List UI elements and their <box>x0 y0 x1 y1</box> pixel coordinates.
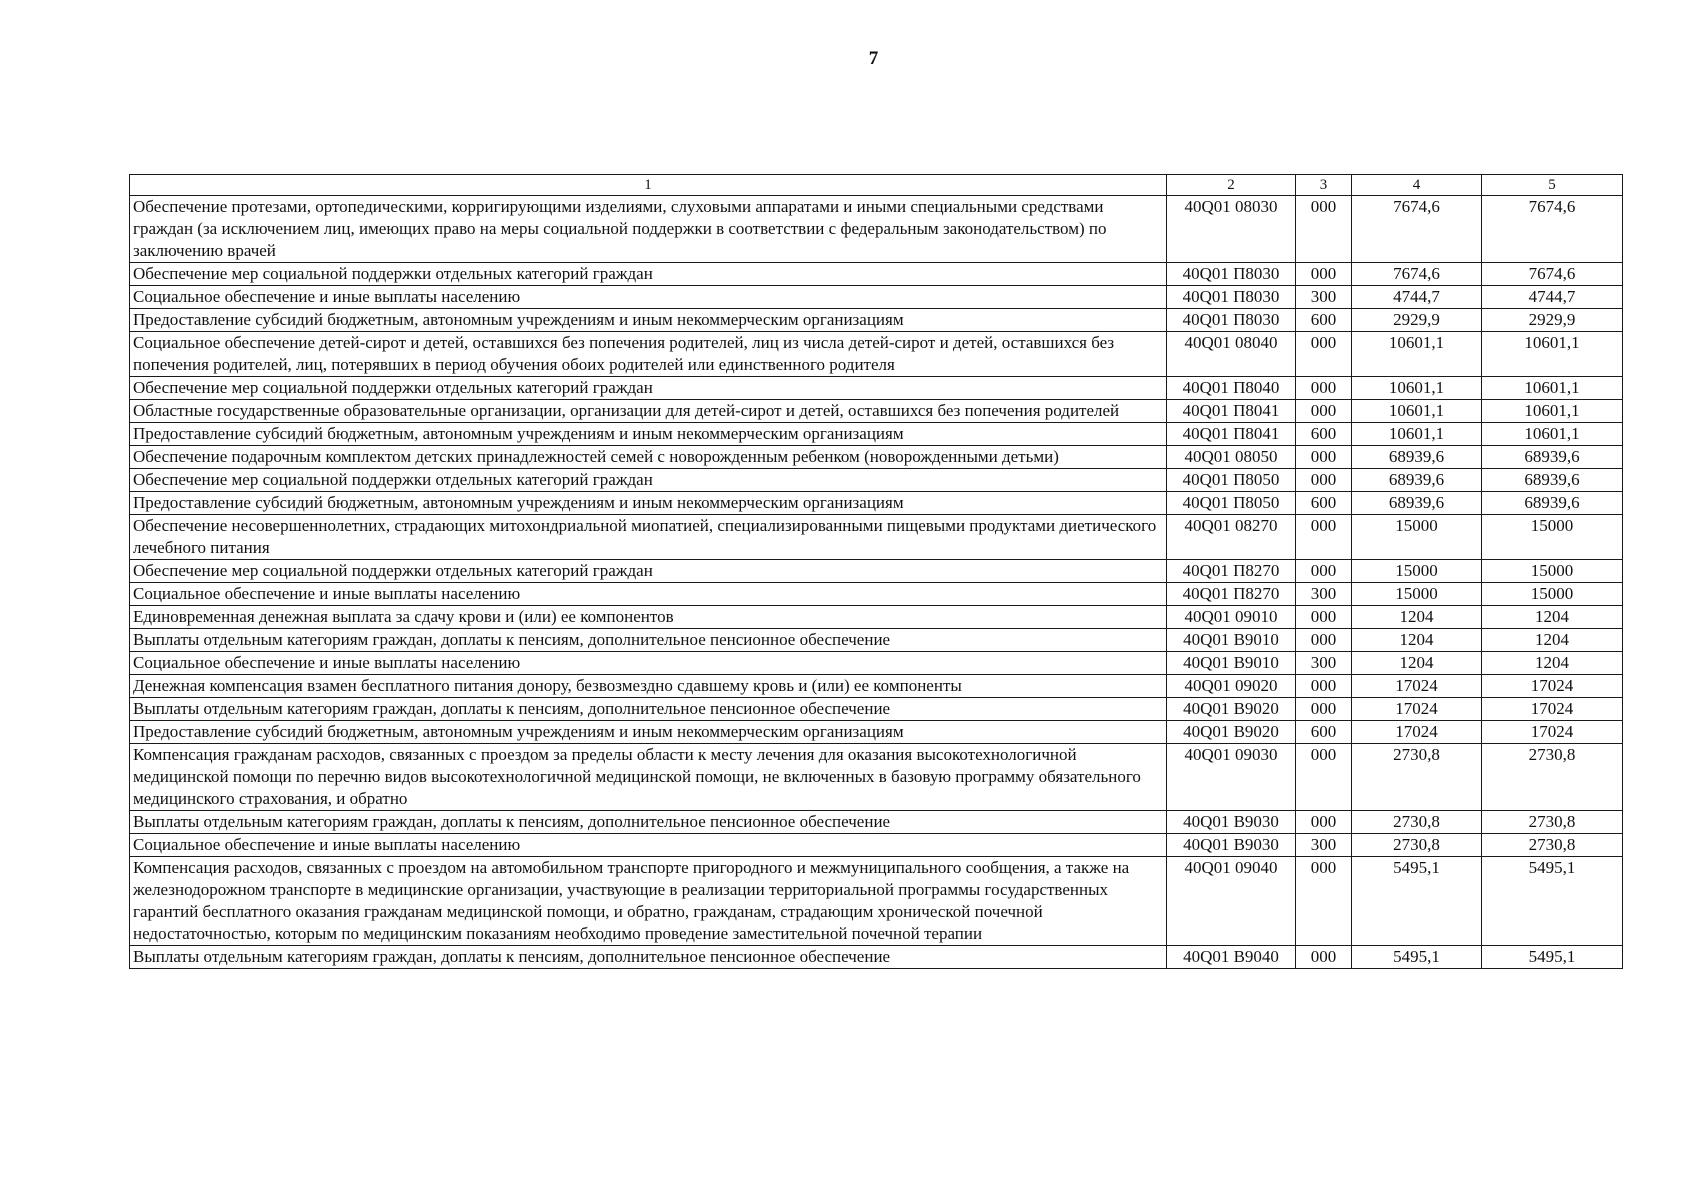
row-value-col-4: 10601,1 <box>1352 377 1482 400</box>
row-code: 40Q01 В9010 <box>1167 629 1296 652</box>
table-row <box>130 946 1623 969</box>
table-row <box>130 332 1623 377</box>
header-col-3: 3 <box>1296 175 1352 196</box>
row-name: Обеспечение мер социальной поддержки отдельных категорий граждан <box>130 263 1167 286</box>
table-row <box>130 698 1623 721</box>
table-row <box>130 423 1623 446</box>
table-row <box>130 560 1623 583</box>
row-name: Выплаты отдельным категориям граждан, доплаты к пенсиям, дополнительное пенсионное обеспечение <box>130 629 1167 652</box>
header-col-2: 2 <box>1167 175 1296 196</box>
row-value-col-5: 1204 <box>1482 629 1623 652</box>
table-body <box>130 196 1623 969</box>
header-col-1: 1 <box>130 175 1167 196</box>
row-expense-type: 000 <box>1296 675 1352 698</box>
row-value-col-4: 2730,8 <box>1352 811 1482 834</box>
row-code: 40Q01 В9030 <box>1167 834 1296 857</box>
table-row <box>130 811 1623 834</box>
row-code: 40Q01 08030 <box>1167 196 1296 263</box>
row-value-col-5: 10601,1 <box>1482 400 1623 423</box>
row-expense-type: 000 <box>1296 946 1352 969</box>
row-code: 40Q01 08270 <box>1167 515 1296 560</box>
row-value-col-5: 10601,1 <box>1482 377 1623 400</box>
row-expense-type: 000 <box>1296 469 1352 492</box>
row-code: 40Q01 П8030 <box>1167 309 1296 332</box>
row-name: Обеспечение несовершеннолетних, страдающих митохондриальной миопатией, специализированными пищевыми продуктами диетического лечебного питания <box>130 515 1167 560</box>
row-code: 40Q01 В9020 <box>1167 721 1296 744</box>
row-code: 40Q01 В9020 <box>1167 698 1296 721</box>
row-name: Предоставление субсидий бюджетным, автономным учреждениям и иным некоммерческим организациям <box>130 721 1167 744</box>
row-value-col-5: 5495,1 <box>1482 946 1623 969</box>
row-expense-type: 600 <box>1296 721 1352 744</box>
row-code: 40Q01 08050 <box>1167 446 1296 469</box>
table-row <box>130 492 1623 515</box>
row-code: 40Q01 В9030 <box>1167 811 1296 834</box>
table-row <box>130 583 1623 606</box>
row-value-col-4: 17024 <box>1352 721 1482 744</box>
row-expense-type: 600 <box>1296 423 1352 446</box>
table-row <box>130 309 1623 332</box>
row-code: 40Q01 П8270 <box>1167 560 1296 583</box>
row-value-col-4: 2730,8 <box>1352 744 1482 811</box>
row-name: Компенсация расходов, связанных с проездом на автомобильном транспорте пригородного и межмуниципального сообщения, а также на железнодорожном транспорте в медицинские организации, участвующие в реализации территориальной программы государственных гарантий бесплатного оказания гражданам медицинской помощи, и обратно, гражданам, страдающим хронической почечной недостаточностью, которым по медицинским показаниям необходимо проведение заместительной почечной терапии <box>130 857 1167 946</box>
row-value-col-5: 4744,7 <box>1482 286 1623 309</box>
row-name: Денежная компенсация взамен бесплатного питания донору, безвозмездно сдавшему кровь и (или) ее компоненты <box>130 675 1167 698</box>
table-row <box>130 675 1623 698</box>
row-value-col-5: 7674,6 <box>1482 196 1623 263</box>
row-code: 40Q01 09030 <box>1167 744 1296 811</box>
row-name: Социальное обеспечение и иные выплаты населению <box>130 286 1167 309</box>
row-code: 40Q01 П8030 <box>1167 286 1296 309</box>
row-value-col-5: 1204 <box>1482 606 1623 629</box>
table-row <box>130 286 1623 309</box>
table-row <box>130 721 1623 744</box>
row-value-col-4: 68939,6 <box>1352 469 1482 492</box>
row-value-col-4: 7674,6 <box>1352 263 1482 286</box>
row-value-col-4: 68939,6 <box>1352 446 1482 469</box>
row-value-col-4: 10601,1 <box>1352 400 1482 423</box>
table-row <box>130 606 1623 629</box>
table-row <box>130 629 1623 652</box>
row-name: Обеспечение мер социальной поддержки отдельных категорий граждан <box>130 560 1167 583</box>
row-value-col-5: 15000 <box>1482 515 1623 560</box>
row-name: Обеспечение мер социальной поддержки отдельных категорий граждан <box>130 469 1167 492</box>
row-name: Выплаты отдельным категориям граждан, доплаты к пенсиям, дополнительное пенсионное обеспечение <box>130 698 1167 721</box>
row-code: 40Q01 П8041 <box>1167 423 1296 446</box>
row-expense-type: 000 <box>1296 263 1352 286</box>
row-code: 40Q01 09010 <box>1167 606 1296 629</box>
row-code: 40Q01 09020 <box>1167 675 1296 698</box>
table-row <box>130 857 1623 946</box>
row-code: 40Q01 09040 <box>1167 857 1296 946</box>
row-name: Социальное обеспечение детей-сирот и детей, оставшихся без попечения родителей, лиц из числа детей-сирот и детей, оставшихся без попечения родителей, лиц, потерявших в период обучения обоих родителей или единственного родителя <box>130 332 1167 377</box>
row-value-col-4: 10601,1 <box>1352 423 1482 446</box>
row-value-col-5: 2730,8 <box>1482 811 1623 834</box>
row-expense-type: 000 <box>1296 196 1352 263</box>
row-expense-type: 000 <box>1296 629 1352 652</box>
row-expense-type: 000 <box>1296 811 1352 834</box>
table-row <box>130 515 1623 560</box>
row-value-col-4: 2929,9 <box>1352 309 1482 332</box>
row-code: 40Q01 П8050 <box>1167 492 1296 515</box>
row-value-col-5: 15000 <box>1482 583 1623 606</box>
row-expense-type: 000 <box>1296 560 1352 583</box>
row-value-col-4: 17024 <box>1352 675 1482 698</box>
row-value-col-4: 68939,6 <box>1352 492 1482 515</box>
row-value-col-4: 4744,7 <box>1352 286 1482 309</box>
row-expense-type: 000 <box>1296 744 1352 811</box>
row-value-col-5: 68939,6 <box>1482 492 1623 515</box>
table-row <box>130 652 1623 675</box>
row-code: 40Q01 В9010 <box>1167 652 1296 675</box>
row-value-col-5: 17024 <box>1482 698 1623 721</box>
row-name: Выплаты отдельным категориям граждан, доплаты к пенсиям, дополнительное пенсионное обеспечение <box>130 811 1167 834</box>
row-value-col-5: 2730,8 <box>1482 744 1623 811</box>
row-expense-type: 300 <box>1296 834 1352 857</box>
row-value-col-4: 15000 <box>1352 560 1482 583</box>
row-name: Выплаты отдельным категориям граждан, доплаты к пенсиям, дополнительное пенсионное обеспечение <box>130 946 1167 969</box>
row-expense-type: 300 <box>1296 583 1352 606</box>
row-value-col-5: 10601,1 <box>1482 332 1623 377</box>
row-name: Социальное обеспечение и иные выплаты населению <box>130 583 1167 606</box>
row-value-col-4: 5495,1 <box>1352 857 1482 946</box>
row-value-col-4: 1204 <box>1352 606 1482 629</box>
row-code: 40Q01 П8040 <box>1167 377 1296 400</box>
row-value-col-5: 5495,1 <box>1482 857 1623 946</box>
row-code: 40Q01 П8030 <box>1167 263 1296 286</box>
row-name: Областные государственные образовательные организации, организации для детей-сирот и детей, оставшихся без попечения родителей <box>130 400 1167 423</box>
row-value-col-5: 68939,6 <box>1482 469 1623 492</box>
row-expense-type: 300 <box>1296 652 1352 675</box>
table-row <box>130 834 1623 857</box>
header-col-5: 5 <box>1482 175 1623 196</box>
row-name: Социальное обеспечение и иные выплаты населению <box>130 652 1167 675</box>
row-expense-type: 000 <box>1296 857 1352 946</box>
row-name: Предоставление субсидий бюджетным, автономным учреждениям и иным некоммерческим организациям <box>130 492 1167 515</box>
row-code: 40Q01 П8050 <box>1167 469 1296 492</box>
row-expense-type: 600 <box>1296 492 1352 515</box>
row-code: 40Q01 08040 <box>1167 332 1296 377</box>
header-row <box>130 175 1623 196</box>
row-expense-type: 000 <box>1296 332 1352 377</box>
row-value-col-4: 7674,6 <box>1352 196 1482 263</box>
row-code: 40Q01 П8041 <box>1167 400 1296 423</box>
row-value-col-4: 15000 <box>1352 583 1482 606</box>
row-value-col-5: 7674,6 <box>1482 263 1623 286</box>
row-name: Единовременная денежная выплата за сдачу крови и (или) ее компонентов <box>130 606 1167 629</box>
row-value-col-5: 2730,8 <box>1482 834 1623 857</box>
row-expense-type: 000 <box>1296 377 1352 400</box>
row-value-col-4: 2730,8 <box>1352 834 1482 857</box>
table-header <box>130 175 1623 196</box>
row-value-col-4: 17024 <box>1352 698 1482 721</box>
row-expense-type: 600 <box>1296 309 1352 332</box>
table-row <box>130 446 1623 469</box>
row-value-col-5: 15000 <box>1482 560 1623 583</box>
row-expense-type: 000 <box>1296 606 1352 629</box>
header-col-4: 4 <box>1352 175 1482 196</box>
table-row <box>130 263 1623 286</box>
row-value-col-4: 1204 <box>1352 629 1482 652</box>
row-name: Социальное обеспечение и иные выплаты населению <box>130 834 1167 857</box>
row-name: Предоставление субсидий бюджетным, автономным учреждениям и иным некоммерческим организациям <box>130 423 1167 446</box>
row-name: Обеспечение мер социальной поддержки отдельных категорий граждан <box>130 377 1167 400</box>
row-name: Обеспечение протезами, ортопедическими, корригирующими изделиями, слуховыми аппаратами и иными специальными средствами граждан (за исключением лиц, имеющих право на меры социальной поддержки в соответствии с федеральным законодательством) по заключению врачей <box>130 196 1167 263</box>
row-value-col-4: 5495,1 <box>1352 946 1482 969</box>
row-value-col-5: 17024 <box>1482 675 1623 698</box>
row-value-col-5: 2929,9 <box>1482 309 1623 332</box>
row-expense-type: 000 <box>1296 515 1352 560</box>
row-expense-type: 300 <box>1296 286 1352 309</box>
table-row <box>130 377 1623 400</box>
row-value-col-5: 68939,6 <box>1482 446 1623 469</box>
row-code: 40Q01 В9040 <box>1167 946 1296 969</box>
row-value-col-4: 1204 <box>1352 652 1482 675</box>
row-code: 40Q01 П8270 <box>1167 583 1296 606</box>
row-name: Компенсация гражданам расходов, связанных с проездом за пределы области к месту лечения для оказания высокотехнологичной медицинской помощи по перечню видов высокотехнологичной медицинской помощи, не включенных в базовую программу обязательного медицинского страхования, и обратно <box>130 744 1167 811</box>
budget-table <box>129 174 1623 969</box>
row-value-col-5: 1204 <box>1482 652 1623 675</box>
row-name: Предоставление субсидий бюджетным, автономным учреждениям и иным некоммерческим организациям <box>130 309 1167 332</box>
row-value-col-4: 15000 <box>1352 515 1482 560</box>
table-row <box>130 469 1623 492</box>
row-value-col-5: 10601,1 <box>1482 423 1623 446</box>
row-expense-type: 000 <box>1296 446 1352 469</box>
row-name: Обеспечение подарочным комплектом детских принадлежностей семей с новорожденным ребенком (новорожденными детьми) <box>130 446 1167 469</box>
table-row <box>130 196 1623 263</box>
row-value-col-4: 10601,1 <box>1352 332 1482 377</box>
row-expense-type: 000 <box>1296 400 1352 423</box>
row-value-col-5: 17024 <box>1482 721 1623 744</box>
page-number: 7 <box>868 48 879 69</box>
row-expense-type: 000 <box>1296 698 1352 721</box>
table-row <box>130 400 1623 423</box>
table-row <box>130 744 1623 811</box>
